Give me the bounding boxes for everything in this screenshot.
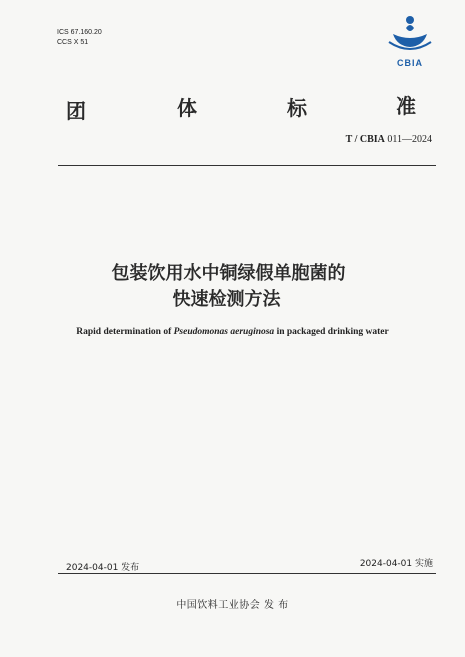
title-en-suffix: in packaged drinking water [274,327,389,337]
category-char: 标 [287,96,307,120]
title-en-species: Pseudomonas aeruginosa [173,327,275,337]
footer-divider [58,573,436,574]
title-en-prefix: Rapid determination of [76,327,174,337]
cbia-logo-icon [385,12,435,58]
standard-number [346,134,432,145]
standard-code: 011—2024 [387,134,432,145]
classification-codes [57,28,102,48]
publisher: 中国饮料工业协会 发 布 [176,600,289,611]
standard-prefix: T / CBIA [345,134,385,145]
ics-code: ICS 67.160.20 [57,29,102,36]
ccs-code: CCS X 51 [57,39,89,46]
category-char: 团 [66,99,86,123]
category-char: 体 [177,96,197,120]
header-divider [58,165,436,166]
cbia-logo [385,12,435,74]
title-en [0,327,465,337]
title-zh-line1: 包装饮用水中铜绿假单胞菌的 [111,263,346,284]
category-char: 准 [396,94,416,118]
issue-date: 2024-04-01 发布 [66,563,140,573]
title-zh-line2: 快速检测方法 [172,289,281,310]
implementation-date: 2024-04-01 实施 [359,559,433,569]
logo-text: CBIA [397,58,423,68]
